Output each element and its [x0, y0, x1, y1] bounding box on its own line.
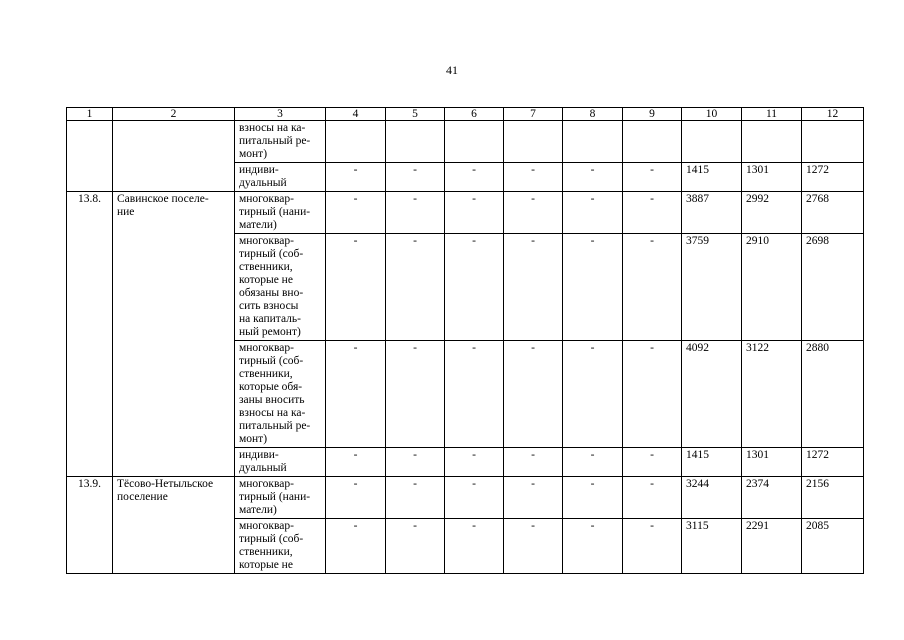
value-col-9: - [623, 163, 682, 192]
value-col-7 [504, 121, 563, 163]
settlement-name [113, 121, 235, 192]
value-col-6: - [445, 163, 504, 192]
value-col-9 [623, 121, 682, 163]
value-col-9: - [623, 234, 682, 341]
value-col-11: 2291 [742, 519, 802, 574]
housing-type: индиви- дуальный [235, 163, 326, 192]
value-col-4: - [326, 341, 386, 448]
value-col-5: - [386, 163, 445, 192]
value-col-8: - [563, 448, 623, 477]
value-col-4: - [326, 519, 386, 574]
value-col-11 [742, 121, 802, 163]
value-col-8: - [563, 192, 623, 234]
column-header: 4 [326, 108, 386, 121]
value-col-9: - [623, 477, 682, 519]
value-col-5: - [386, 448, 445, 477]
value-col-12: 2880 [802, 341, 864, 448]
value-col-5: - [386, 477, 445, 519]
value-col-11: 2992 [742, 192, 802, 234]
value-col-11: 2374 [742, 477, 802, 519]
value-col-6: - [445, 477, 504, 519]
row-index [67, 121, 113, 192]
value-col-4 [326, 121, 386, 163]
value-col-5: - [386, 341, 445, 448]
value-col-10: 3115 [682, 519, 742, 574]
column-header: 9 [623, 108, 682, 121]
housing-type: многоквар- тирный (соб- ственники, которые не обязаны вно- сить взносы на капиталь- ный ремонт) [235, 234, 326, 341]
value-col-6 [445, 121, 504, 163]
value-col-7: - [504, 341, 563, 448]
housing-type: многоквар- тирный (соб- ственники, которые обя- заны вносить взносы на ка- питальный ре- монт) [235, 341, 326, 448]
value-col-12: 2768 [802, 192, 864, 234]
housing-type: взносы на ка- питальный ре- монт) [235, 121, 326, 163]
value-col-12: 2698 [802, 234, 864, 341]
value-col-7: - [504, 234, 563, 341]
value-col-6: - [445, 234, 504, 341]
value-col-4: - [326, 234, 386, 341]
value-col-8: - [563, 519, 623, 574]
value-col-11: 2910 [742, 234, 802, 341]
value-col-4: - [326, 448, 386, 477]
value-col-12 [802, 121, 864, 163]
tariff-table [66, 107, 864, 574]
table-row [67, 121, 864, 163]
row-index: 13.9. [67, 477, 113, 574]
column-header: 6 [445, 108, 504, 121]
value-col-10: 3244 [682, 477, 742, 519]
value-col-6: - [445, 448, 504, 477]
value-col-12: 1272 [802, 448, 864, 477]
value-col-9: - [623, 448, 682, 477]
column-header: 10 [682, 108, 742, 121]
row-index: 13.8. [67, 192, 113, 477]
value-col-7: - [504, 192, 563, 234]
page-number: 41 [446, 63, 458, 77]
value-col-8: - [563, 341, 623, 448]
value-col-12: 1272 [802, 163, 864, 192]
value-col-10: 1415 [682, 163, 742, 192]
housing-type: многоквар- тирный (нани- матели) [235, 192, 326, 234]
value-col-9: - [623, 519, 682, 574]
value-col-7: - [504, 519, 563, 574]
column-header: 7 [504, 108, 563, 121]
value-col-9: - [623, 341, 682, 448]
value-col-8: - [563, 163, 623, 192]
value-col-8 [563, 121, 623, 163]
value-col-5: - [386, 519, 445, 574]
value-col-9: - [623, 192, 682, 234]
housing-type: индиви- дуальный [235, 448, 326, 477]
value-col-11: 1301 [742, 163, 802, 192]
value-col-10: 1415 [682, 448, 742, 477]
value-col-12: 2156 [802, 477, 864, 519]
value-col-8: - [563, 477, 623, 519]
table-row [67, 477, 864, 519]
value-col-5: - [386, 234, 445, 341]
column-header: 12 [802, 108, 864, 121]
value-col-4: - [326, 192, 386, 234]
value-col-7: - [504, 477, 563, 519]
value-col-10 [682, 121, 742, 163]
value-col-10: 3759 [682, 234, 742, 341]
housing-type: многоквар- тирный (нани- матели) [235, 477, 326, 519]
column-header: 3 [235, 108, 326, 121]
value-col-6: - [445, 192, 504, 234]
value-col-12: 2085 [802, 519, 864, 574]
housing-type: многоквар- тирный (соб- ственники, которые не [235, 519, 326, 574]
value-col-6: - [445, 341, 504, 448]
table-row [67, 192, 864, 234]
value-col-11: 3122 [742, 341, 802, 448]
column-header: 5 [386, 108, 445, 121]
settlement-name: Савинское поселе- ние [113, 192, 235, 477]
value-col-10: 4092 [682, 341, 742, 448]
column-header: 2 [113, 108, 235, 121]
value-col-7: - [504, 448, 563, 477]
table-body [67, 121, 864, 574]
column-header: 8 [563, 108, 623, 121]
settlement-name: Тёсово-Нетыльское поселение [113, 477, 235, 574]
value-col-11: 1301 [742, 448, 802, 477]
value-col-5: - [386, 192, 445, 234]
column-header: 11 [742, 108, 802, 121]
value-col-8: - [563, 234, 623, 341]
value-col-7: - [504, 163, 563, 192]
table-header [67, 108, 864, 121]
value-col-4: - [326, 163, 386, 192]
value-col-10: 3887 [682, 192, 742, 234]
value-col-4: - [326, 477, 386, 519]
column-header: 1 [67, 108, 113, 121]
value-col-6: - [445, 519, 504, 574]
value-col-5 [386, 121, 445, 163]
